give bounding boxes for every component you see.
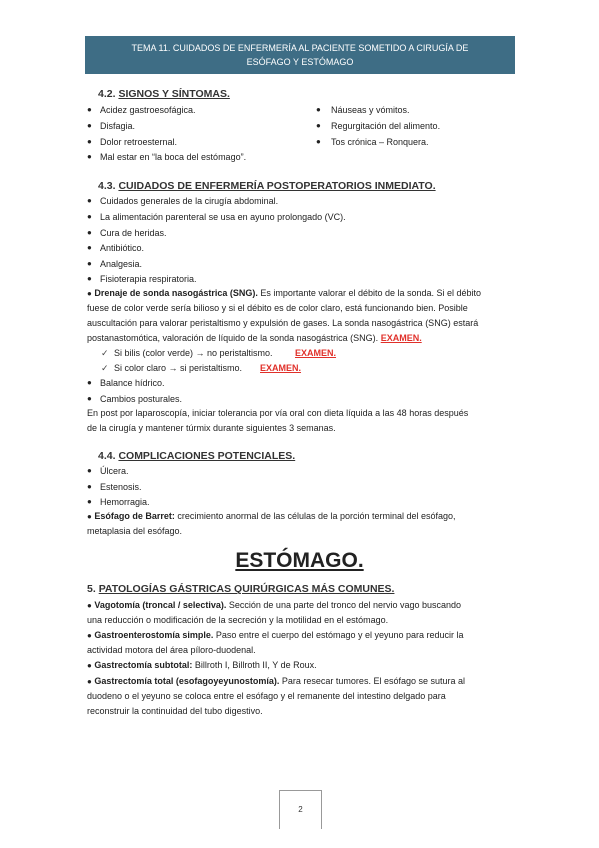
bullet-icon: ●: [87, 196, 92, 205]
chapter-title-line-1: TEMA 11. CUIDADOS DE ENFERMERÍA AL PACIENTE SOMETIDO A CIRUGÍA DE: [131, 43, 469, 53]
bullet-icon: ●: [87, 152, 92, 161]
section-number: 4.2.: [98, 88, 116, 100]
bullet-icon: ●: [87, 661, 92, 670]
sng-paragraph: ● Drenaje de sonda nasogástrica (SNG). Es importante valorar el débito de la sonda. Si el débito fuese de color verde sería bilioso y si el débito es de color claro, está funcionando bien. Posible auscultación para valorar peristaltismo y expulsión de gases. La sonda nasogástrica (SNG) estará postanastomótica, valoración de líquido de la sonda nasogástrica (SNG). EXAMEN.: [87, 288, 482, 343]
laparoscopy-paragraph: En post por laparoscopía, iniciar tolerancia por vía oral con dieta líquida a las 48 horas después de la cirugía y mantener túrmix durante siguientes 3 semanas.: [87, 408, 469, 433]
chapter-header-banner: [85, 36, 515, 74]
bullet-icon: ●: [87, 121, 92, 130]
sng-term: Drenaje de sonda nasogástrica (SNG).: [94, 288, 258, 298]
bullet-icon: ●: [87, 677, 92, 686]
examen-tag: EXAMEN.: [295, 348, 337, 358]
bullet-icon: ●: [316, 137, 321, 146]
examen-tag: EXAMEN.: [380, 333, 422, 343]
section-number: 5.: [87, 583, 96, 595]
bullet-icon: ●: [87, 497, 92, 506]
section-number: 4.3.: [98, 180, 116, 192]
section-title: SIGNOS Y SÍNTOMAS.: [118, 88, 230, 100]
section-title: CUIDADOS DE ENFERMERÍA POSTOPERATORIOS INMEDIATO.: [118, 180, 436, 192]
bullet-icon: ●: [87, 212, 92, 221]
gastroenterostomy-paragraph: ● Gastroenterostomía simple. Paso entre el cuerpo del estómago y el yeyuno para reducir la actividad motora del área píloro-duodenal.: [87, 630, 464, 655]
bullet-icon: ●: [87, 137, 92, 146]
bullet-icon: ●: [316, 121, 321, 130]
bullet-icon: ●: [87, 378, 92, 387]
section-title: COMPLICACIONES POTENCIALES.: [118, 450, 296, 462]
bullet-icon: ●: [87, 274, 92, 283]
check-icon: ✓: [101, 363, 109, 373]
section-5-heading: [87, 583, 394, 595]
bullet-icon: ●: [87, 394, 92, 403]
chapter-subtitle: ESTÓMAGO.: [235, 549, 364, 572]
bullet-icon: ●: [87, 631, 92, 640]
section-title: PATOLOGÍAS GÁSTRICAS QUIRÚRGICAS MÁS COMUNES.: [98, 583, 395, 595]
barret-term: Esófago de Barret:: [94, 511, 175, 521]
bullet-icon: ●: [87, 482, 92, 491]
bullet-icon: ●: [87, 601, 92, 610]
section-number: 4.4.: [98, 450, 116, 462]
examen-tag: EXAMEN.: [260, 363, 302, 373]
check-icon: ✓: [101, 348, 109, 358]
page-number: 2: [279, 790, 322, 829]
bullet-icon: ●: [87, 259, 92, 268]
vagotomy-paragraph: ● Vagotomía (troncal / selectiva). Sección de una parte del tronco del nervio vago buscando una reducción o modificación de la secreción y la motilidad en el estómago.: [87, 600, 462, 625]
bullet-icon: ●: [87, 243, 92, 252]
bullet-icon: ●: [87, 289, 92, 298]
bullet-icon: ●: [87, 228, 92, 237]
bullet-icon: ●: [87, 512, 92, 521]
chapter-title-line-2: ESÓFAGO Y ESTÓMAGO: [246, 57, 354, 67]
subtotal-gastrectomy-item: ● Gastrectomía subtotal: Billroth I, Billroth II, Y de Roux.: [87, 660, 317, 670]
bullet-icon: ●: [87, 466, 92, 475]
bullet-icon: ●: [87, 105, 92, 114]
bullet-icon: ●: [316, 105, 321, 114]
section-4-3-heading: [98, 180, 436, 192]
barret-paragraph: ● Esófago de Barret: crecimiento anormal de las células de la porción terminal del esófago, metaplasia del esófago.: [87, 511, 456, 536]
total-gastrectomy-paragraph: ● Gastrectomía total (esofagoyeyunostomía). Para resecar tumores. El esófago se sutura al duodeno o el yeyuno se coloca entre el esófago y el remanente del intestino delgado para reconstruir la continuidad del tubo digestivo.: [87, 676, 465, 716]
section-4-4-heading: [98, 450, 295, 462]
section-4-2-heading: [98, 88, 230, 100]
